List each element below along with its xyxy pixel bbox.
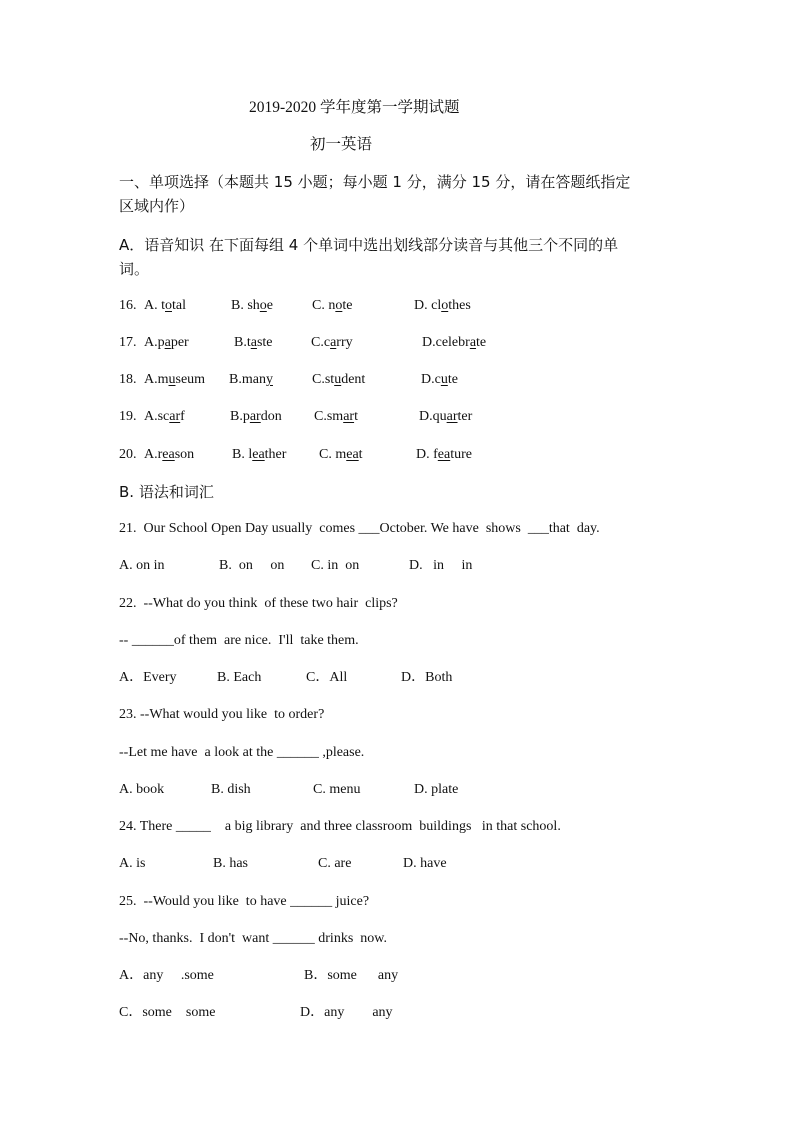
- option-d: D. clothes: [414, 298, 471, 313]
- q23-option-b: B. dish: [211, 782, 251, 797]
- option-b: B.pardon: [230, 409, 282, 424]
- option-d: D.celebrate: [422, 335, 487, 350]
- part-b-heading: B. 语法和词汇: [119, 483, 214, 501]
- option-b: B.taste: [234, 335, 273, 350]
- option-d: D. feature: [416, 447, 472, 462]
- question-number: 20.: [119, 447, 137, 462]
- exam-title: 2019-2020 学年度第一学期试题: [249, 99, 460, 116]
- option-a: A.reason: [144, 447, 195, 462]
- section-one-heading: 一、单项选择（本题共 15 小题；每小题 1 分，满分 15 分，请在答题纸指定: [119, 173, 631, 191]
- option-c: C.student: [312, 372, 366, 387]
- q22-option-a: A．Every: [119, 670, 177, 685]
- question-25-stem: 25. --Would you like to have ______ juice?: [119, 894, 370, 909]
- q24-option-c: C. are: [318, 856, 352, 871]
- question-number: 19.: [119, 409, 137, 424]
- q22-option-c: C．All: [306, 670, 348, 685]
- option-d: D.cute: [421, 372, 458, 387]
- question-number: 18.: [119, 372, 137, 387]
- q22-option-d: D．Both: [401, 670, 453, 685]
- part-a-instructions-cont: 词。: [119, 260, 150, 278]
- question-22-stem: 22. --What do you think of these two hair clips?: [119, 596, 398, 611]
- q25-option-a: A．any .some: [119, 968, 214, 983]
- question-23-stem: 23. --What would you like to order?: [119, 707, 325, 722]
- question-number: 17.: [119, 335, 137, 350]
- q23-option-a: A. book: [119, 782, 165, 797]
- part-a-instructions: A．语音知识 在下面每组 4 个单词中选出划线部分读音与其他三个不同的单: [119, 236, 619, 254]
- option-a: A.scarf: [144, 409, 185, 424]
- option-b: B. shoe: [231, 298, 274, 313]
- question-23-answer-line: --Let me have a look at the ______ ,please.: [119, 745, 365, 760]
- q25-option-b: B．some any: [304, 968, 399, 983]
- option-a: A. total: [144, 298, 186, 313]
- q21-option-a: A. on in: [119, 558, 165, 573]
- q25-option-c: C．some some: [119, 1005, 216, 1020]
- question-number: 16.: [119, 298, 137, 313]
- option-c: C. meat: [319, 447, 363, 462]
- question-24-stem: 24. There _____ a big library and three classroom buildings in that school.: [119, 819, 561, 834]
- option-a: A.museum: [144, 372, 206, 387]
- q21-option-b: B. on on: [219, 558, 285, 573]
- option-c: C. note: [312, 298, 353, 313]
- q22-option-b: B. Each: [217, 670, 262, 685]
- question-22-answer-line: -- ______of them are nice. I'll take them.: [119, 633, 359, 648]
- q24-option-a: A. is: [119, 856, 146, 871]
- exam-subtitle: 初一英语: [310, 136, 373, 153]
- question-21-stem: 21. Our School Open Day usually comes ___October. We have shows ___that day.: [119, 521, 600, 536]
- q21-option-d: D. in in: [409, 558, 473, 573]
- option-a: A.paper: [144, 335, 189, 350]
- section-one-heading-cont: 区域内作）: [119, 197, 195, 215]
- q25-option-d: D．any any: [300, 1005, 393, 1020]
- q24-option-b: B. has: [213, 856, 248, 871]
- question-25-answer-line: --No, thanks. I don't want ______ drinks now.: [119, 931, 387, 946]
- option-b: B. leather: [232, 447, 287, 462]
- q21-option-c: C. in on: [311, 558, 360, 573]
- option-d: D.quarter: [419, 409, 473, 424]
- option-c: C.carry: [311, 335, 353, 350]
- q23-option-d: D. plate: [414, 782, 459, 797]
- q23-option-c: C. menu: [313, 782, 361, 797]
- option-c: C.smart: [314, 409, 358, 424]
- q24-option-d: D. have: [403, 856, 447, 871]
- option-b: B.many: [229, 372, 273, 387]
